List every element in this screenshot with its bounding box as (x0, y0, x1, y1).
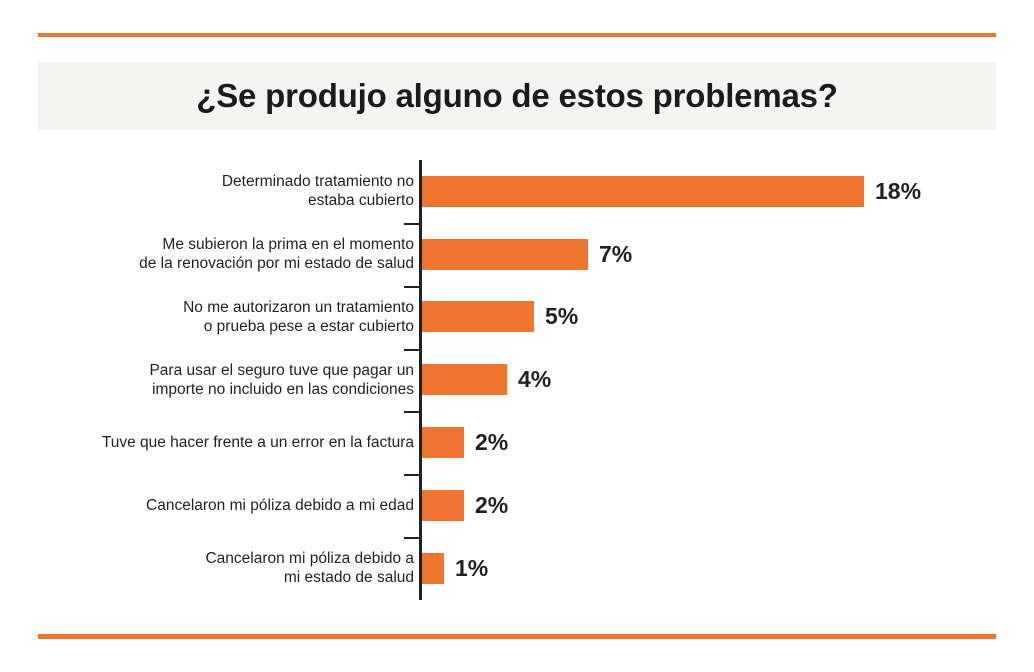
bar-row (0, 474, 1034, 537)
bar-rows (0, 160, 1034, 600)
bottom-divider (38, 634, 996, 639)
bar-row (0, 537, 1034, 600)
bar (422, 490, 464, 521)
bar-container (422, 176, 921, 207)
page-title: ¿Se produjo alguno de estos problemas? (196, 77, 838, 114)
bar-row (0, 348, 1034, 411)
bar-label: Me subieron la prima en el momento de la renovación por mi estado de salud (139, 236, 414, 273)
bar (422, 427, 464, 458)
bar-row (0, 223, 1034, 286)
bar-label: Para usar el seguro tuve que pagar un importe no incluido en las condiciones (149, 361, 414, 398)
bar (422, 301, 534, 332)
bar-container (422, 364, 551, 395)
bar-label: Determinado tratamiento no estaba cubierto (221, 173, 414, 210)
bar-label: Cancelaron mi póliza debido a mi edad (146, 496, 414, 514)
bar-label: Tuve que hacer frente a un error en la factura (101, 434, 414, 452)
bar-chart (0, 150, 1034, 620)
bar (422, 239, 588, 270)
bar-container (422, 301, 578, 332)
bar-container (422, 553, 488, 584)
title-band (38, 62, 996, 130)
bar-value: 2% (475, 429, 509, 456)
bar-label: No me autorizaron un tratamiento o prueba pese a estar cubierto (183, 298, 414, 335)
bar-value: 18% (875, 177, 922, 204)
bar-value: 5% (545, 303, 579, 330)
bar-label: Cancelaron mi póliza debido a mi estado de salud (205, 550, 414, 587)
bar (422, 176, 864, 207)
bar-value: 4% (518, 366, 552, 393)
bar-container (422, 239, 632, 270)
bar-row (0, 160, 1034, 223)
bar-value: 1% (455, 554, 489, 581)
top-divider (38, 33, 996, 37)
bar-value: 7% (599, 240, 633, 267)
bar-value: 2% (475, 491, 509, 518)
bar (422, 364, 507, 395)
bar-container (422, 427, 508, 458)
bar-row (0, 411, 1034, 474)
bar-row (0, 286, 1034, 349)
bar (422, 553, 444, 584)
bar-container (422, 490, 508, 521)
